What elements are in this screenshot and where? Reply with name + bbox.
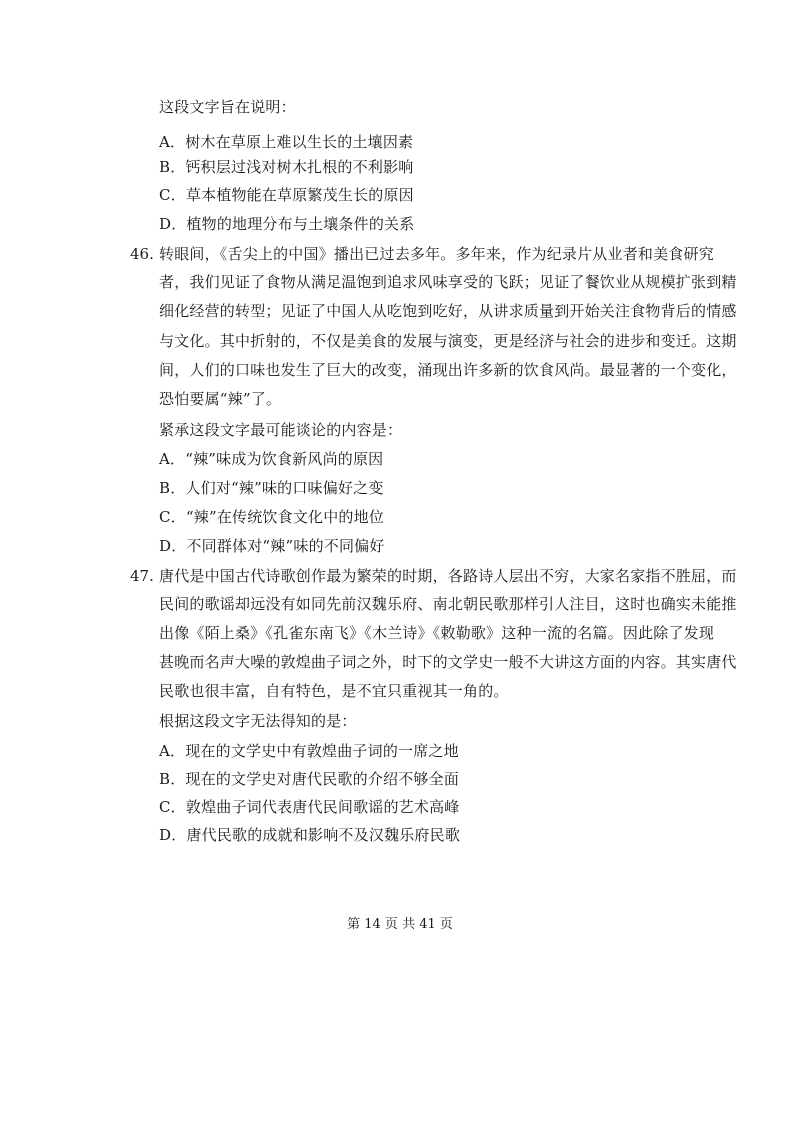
q47-number: 47. bbox=[130, 567, 154, 585]
q46-option-b: B．人们对“辣”味的口味偏好之变 bbox=[159, 479, 384, 497]
q47-passage-line: 出像《陌上桑》《孔雀东南飞》《木兰诗》《敕勒歌》这种一流的名篇。因此除了发现 bbox=[159, 624, 715, 642]
q47-passage-line: 甚晚而名声大噪的敦煌曲子词之外，时下的文学史一般不大讲这方面的内容。其实唐代 bbox=[159, 653, 737, 671]
q45-option-c: C．草本植物能在草原繁茂生长的原因 bbox=[159, 186, 414, 204]
q46-option-c: C．“辣”在传统饮食文化中的地位 bbox=[159, 508, 385, 526]
q45-option-a: A．树木在草原上难以生长的土壤因素 bbox=[159, 133, 414, 151]
q45-option-b: B．钙积层过浅对树木扎根的不利影响 bbox=[159, 158, 414, 176]
q47-prompt: 根据这段文字无法得知的是： bbox=[159, 712, 357, 730]
q47-passage-line: 民歌也很丰富，自有特色，是不宜只重视其一角的。 bbox=[159, 682, 509, 700]
q46-passage-line: 与文化。其中折射的，不仅是美食的发展与演变，更是经济与社会的进步和变迁。这期 bbox=[159, 332, 737, 350]
q46-passage-line: 恐怕要属“辣”了。 bbox=[159, 390, 282, 408]
q46-passage-line: 细化经营的转型；见证了中国人从吃饱到吃好，从讲求质量到开始关注食物背后的情感 bbox=[159, 302, 737, 320]
q47-option-c: C．敦煌曲子词代表唐代民间歌谣的艺术高峰 bbox=[159, 798, 460, 816]
q46-prompt: 紧承这段文字最可能谈论的内容是： bbox=[159, 421, 403, 439]
q45-option-d: D．植物的地理分布与土壤条件的关系 bbox=[159, 215, 415, 233]
q47-option-d: D．唐代民歌的成就和影响不及汉魏乐府民歌 bbox=[159, 826, 461, 844]
q46-passage-line: 转眼间，《舌尖上的中国》播出已过去多年。多年来，作为纪录片从业者和美食研究 bbox=[159, 245, 714, 263]
page-number-footer: 第 14 页 共 41 页 bbox=[347, 917, 453, 932]
q46-passage-line: 间，人们的口味也发生了巨大的改变，涌现出许多新的饮食风尚。最显著的一个变化， bbox=[159, 361, 737, 379]
q46-passage-line: 者，我们见证了食物从满足温饱到追求风味享受的飞跃；见证了餐饮业从规模扩张到精 bbox=[159, 273, 737, 291]
q46-option-d: D．不同群体对“辣”味的不同偏好 bbox=[159, 537, 385, 555]
q47-option-a: A．现在的文学史中有敦煌曲子词的一席之地 bbox=[159, 742, 459, 760]
q47-passage-line: 唐代是中国古代诗歌创作最为繁荣的时期，各路诗人层出不穷，大家名家指不胜屈，而 bbox=[159, 567, 737, 585]
q47-option-b: B．现在的文学史对唐代民歌的介绍不够全面 bbox=[159, 770, 460, 788]
q47-passage-line: 民间的歌谣却远没有如同先前汉魏乐府、南北朝民歌那样引人注目，这时也确实未能推 bbox=[159, 595, 737, 613]
q46-number: 46. bbox=[130, 245, 154, 263]
q46-option-a: A．“辣”味成为饮食新风尚的原因 bbox=[159, 450, 384, 468]
q45-prompt: 这段文字旨在说明： bbox=[159, 98, 296, 116]
